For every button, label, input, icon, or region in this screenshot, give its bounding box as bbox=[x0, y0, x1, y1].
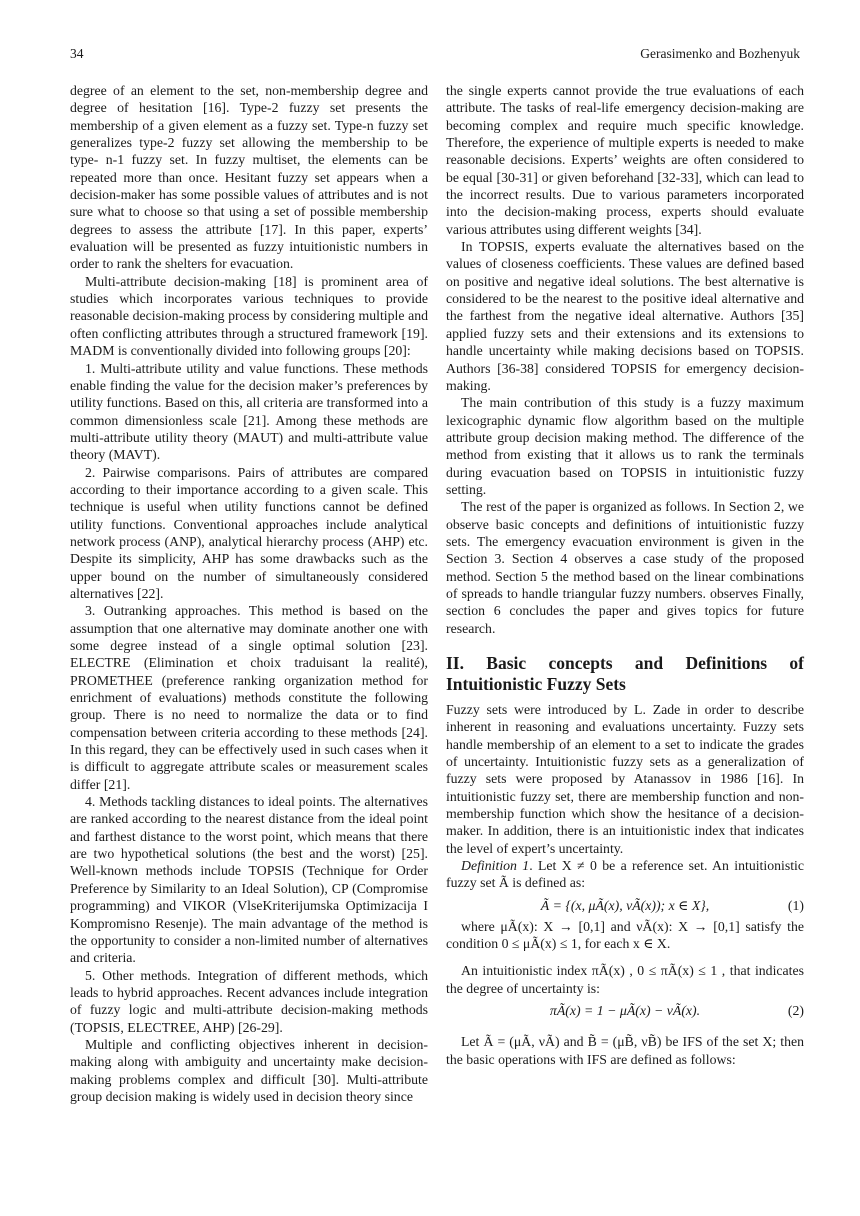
section-heading-line1: II. Basic concepts and Definitions of bbox=[446, 653, 804, 673]
paragraph: Multiple and conflicting objectives inherent in decision-making along with ambiguity and uncertainty make decision-making problems complex and difficult [30]. Multi-attribute group decision making is widely used in decision theory since bbox=[70, 1036, 428, 1104]
paragraph: 3. Outranking approaches. This method is based on the assumption that one alternative may dominate another one with some degree instead of a single optimal solution [23]. ELECTRE (Elimination et choix traduisant la realité), PROMETHEE (preference ranking organization method for enrichment of evaluations) methods constitute the following group. There is no need to normalize the data or to find compensation between criteria according to these methods [24]. In this regard, they can be effectively used in such cases when it is difficult to aggregate attribute scales or measurement scales differ [21]. bbox=[70, 603, 428, 792]
equation-2-body: πÃ(x) = 1 − μÃ(x) − νÃ(x). bbox=[549, 1003, 701, 1019]
paragraph: Multi-attribute decision-making [18] is prominent area of studies which incorporates various techniques to provide reasonable decision-making process by considering multiple and often conflicting attributes through a structured framework [19]. MADM is conventionally divided into following groups [20]: bbox=[70, 273, 428, 359]
paragraph: 1. Multi-attribute utility and value functions. These methods enable finding the value for the decision maker’s preferences by utility functions. Based on this, all criteria are transformed into a common dimensionless scale [21]. Among these methods are multi-attribute utility theory (MAUT) and multi-attribute value theory (MAVT). bbox=[70, 360, 428, 463]
paragraph: where μÃ(x): X → [0,1] and νÃ(x): X → [0,1] satisfy the condition 0 ≤ μÃ(x) ≤ 1, for each x ∈ X. bbox=[446, 918, 804, 952]
right-column bbox=[446, 82, 804, 1068]
paragraph: 4. Methods tackling distances to ideal points. The alternatives are ranked according to the nearest distance from the ideal point and farthest distance to the worst point, which means that there are two hypothetical solutions (the best and the worst) [25]. Well-known methods include TOPSIS (Technique for Order Preference by Similarity to an Ideal Solution), CP (Compromise programming) and VIKOR (VlseKriterijumska Optimizacija I Kompromisno Resenje). The main advantage of the method is the opportunity to consider a non-limited number of alternatives and criteria. bbox=[70, 794, 428, 966]
definition-text: . Let X ≠ 0 be a reference set. An intuitionistic fuzzy set Ã is defined as: bbox=[446, 858, 805, 891]
paragraph: the single experts cannot provide the true evaluations of each attribute. The tasks of real-life emergency decision-making are becoming complex and require much specific knowledge. Therefore, the experience of multiple experts is needed to make reasonable decisions. Experts’ weights are often considered to be equal [30-31] or given beforehand [32-33], which can lead to the incorrect results. Due to various parameters incorporated into the decision-making process, experts should evaluate various attributes using different weights [34]. bbox=[446, 83, 804, 237]
paragraph: Let Ã = (μÃ, νÃ) and B̃ = (μB̃, νB̃) be IFS of the set X; then the basic operations with IFS are defined as follows: bbox=[446, 1034, 804, 1067]
equation-2-number: (2) bbox=[787, 1003, 804, 1019]
paragraph: 2. Pairwise comparisons. Pairs of attributes are compared according to their importance according to a given scale. This technique is useful when utility functions cannot be defined utility functions. Conventional approaches include analytical network process (ANP), analytical hierarchy process (AHP) etc. Despite its simplicity, AHP has some drawbacks such as the upper bound on the number of simultaneously considered alternatives [22]. bbox=[70, 464, 428, 601]
paragraph: The rest of the paper is organized as follows. In Section 2, we observe basic concepts and definitions of intuitionistic fuzzy sets. The emergency evacuation environment is given in the Section 3. Section 4 observes a case study of the proposed method. Section 5 the method based on the linear combinations of spreads to handle triangular fuzzy numbers. observes Finally, section 6 concludes the paper and gives topics for future research. bbox=[446, 499, 804, 636]
page-number: 34 bbox=[70, 46, 84, 61]
paragraph: The main contribution of this study is a fuzzy maximum lexicographic dynamic flow algorithm based on the multiple attribute group decision making method. The difference of the method from existing that it allows us to rank the terminals during evacuation based on TOPSIS in intuitionistic fuzzy setting. bbox=[446, 395, 804, 497]
section-heading-line2: Intuitionistic Fuzzy Sets bbox=[446, 674, 626, 694]
paragraph: Fuzzy sets were introduced by L. Zade in order to describe inherent in reasoning and evaluations uncertainty. Fuzzy sets handle membership of an element to a set to indicate the grades of uncertainty. Intuitionistic fuzzy sets as a generalization of fuzzy sets were proposed by Atanassov in 1986 [16]. In intuitionistic fuzzy set, there are membership function and non-membership function which show the hesitance of a decision-maker. In addition, there is an intuitionistic index that indicates the level of expert’s uncertainty. bbox=[446, 702, 804, 856]
left-column bbox=[70, 82, 428, 1105]
paragraph: 5. Other methods. Integration of different methods, which leads to hybrid approaches. Recent advances include integration of fuzzy logic and multi-attribute decision-making methods (TOPSIS, ELECTREE, AHP) [26-29]. bbox=[70, 967, 428, 1035]
running-head-authors: Gerasimenko and Bozhenyuk bbox=[640, 46, 800, 61]
paragraph: degree of an element to the set, non-membership degree and degree of hesitation [16]. Type-2 fuzzy set presents the membership of a given element as a fuzzy set. Type-n fuzzy set generalizes type-2 fuzzy set allowing the membership to be type- n-1 fuzzy set. In fuzzy multiset, the elements can be repeated more than once. Hesitant fuzzy set appears when a decision-maker has some possible values of attributes and is not sure what to choose so that using a set of possible membership degrees to assess the attribute [17]. In this paper, experts’ evaluation will be presented as fuzzy intuitionistic numbers in order to rank the shelters for evacuation. bbox=[70, 83, 428, 272]
definition bbox=[446, 857, 804, 892]
equation-2 bbox=[446, 1001, 804, 1021]
paragraph: An intuitionistic index πÃ(x) , 0 ≤ πÃ(x) ≤ 1 , that indicates the degree of uncertainty is: bbox=[446, 963, 804, 996]
paragraph: In TOPSIS, experts evaluate the alternatives based on the values of closeness coefficients. These values are defined based on positive and negative ideal solutions. The best alternative is considered to be the nearest to the positive ideal alternative and the farthest from the negative ideal alternative. Authors [35] applied fuzzy sets and their extensions and its extensions to handle uncertainty while making decisions based on TOPSIS. Authors [36-38] considered TOPSIS for emergency decision-making. bbox=[446, 239, 804, 393]
equation-1-body: Ã = {(x, μÃ(x), νÃ(x)); x ∈ X}, bbox=[540, 897, 710, 913]
definition-label: Definition 1 bbox=[461, 858, 530, 874]
section-heading bbox=[446, 653, 804, 695]
page-header bbox=[70, 46, 800, 66]
equation-1-number: (1) bbox=[787, 897, 804, 913]
equation-1 bbox=[446, 896, 804, 916]
